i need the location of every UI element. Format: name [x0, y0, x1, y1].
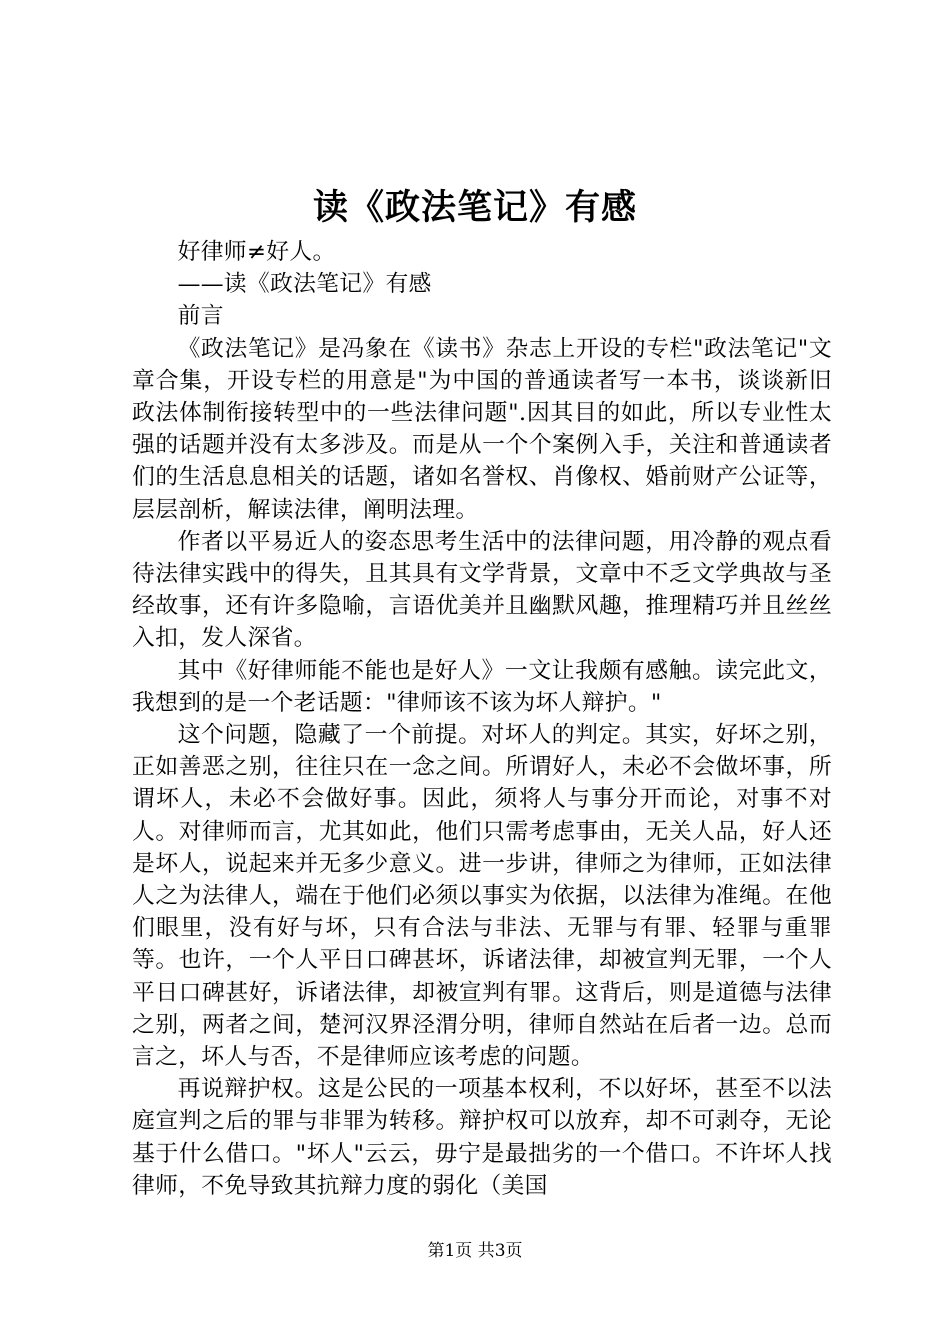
paragraph: 再说辩护权。这是公民的一项基本权利，不以好坏，甚至不以法庭宣判之后的罪与非罪为转移。辩护权可以放弃，却不可剥夺，无论基于什么借口。"坏人"云云，毋宁是最拙劣的一个借口。不许坏人找律师，不免导致其抗辩力度的弱化（美国 — [132, 1076, 832, 1199]
document-body — [132, 236, 832, 1202]
page-footer: 第1页 共3页 — [427, 1241, 523, 1261]
paragraph: 前言 — [177, 303, 224, 330]
paragraph: ——读《政法笔记》有感 — [177, 271, 432, 298]
document-title: 读《政法笔记》有感 — [312, 187, 637, 228]
paragraph: 其中《好律师能不能也是好人》一文让我颇有感触。读完此文，我想到的是一个老话题："律师该不该为坏人辩护。" — [132, 657, 832, 716]
paragraph: 这个问题，隐藏了一个前提。对坏人的判定。其实，好坏之别，正如善恶之别，往往只在一念之间。所谓好人，未必不会做坏事，所谓坏人，未必不会做好事。因此，须将人与事分开而论，对事不对人。对律师而言，尤其如此，他们只需考虑事由，无关人品，好人还是坏人，说起来并无多少意义。进一步讲，律师之为律师，正如法律人之为法律人，端在于他们必须以事实为依据，以法律为准绳。在他们眼里，没有好与坏，只有合法与非法、无罪与有罪、轻罪与重罪等。也许，一个人平日口碑甚坏，诉诸法律，却被宣判无罪，一个人平日口碑甚好，诉诸法律，却被宣判有罪。这背后，则是道德与法律之别，两者之间，楚河汉界泾渭分明，律师自然站在后者一边。总而言之，坏人与否，不是律师应该考虑的问题。 — [132, 722, 832, 1071]
paragraph: 《政法笔记》是冯象在《读书》杂志上开设的专栏"政法笔记"文章合集，开设专栏的用意是"为中国的普通读者写一本书，谈谈新旧政法体制衔接转型中的一些法律问题".因其目的如此，所以专业性太强的话题并没有太多涉及。而是从一个个案例入手，关注和普通读者们的生活息息相关的话题，诸如名誉权、肖像权、婚前财产公证等，层层剖析，解读法律，阐明法理。 — [132, 335, 832, 523]
paragraph: 作者以平易近人的姿态思考生活中的法律问题，用冷静的观点看待法律实践中的得失，且其具有文学背景，文章中不乏文学典故与圣经故事，还有许多隐喻，言语优美并且幽默风趣，推理精巧并且丝丝入扣，发人深省。 — [132, 528, 832, 652]
paragraph: 好律师≠好人。 — [177, 239, 336, 265]
